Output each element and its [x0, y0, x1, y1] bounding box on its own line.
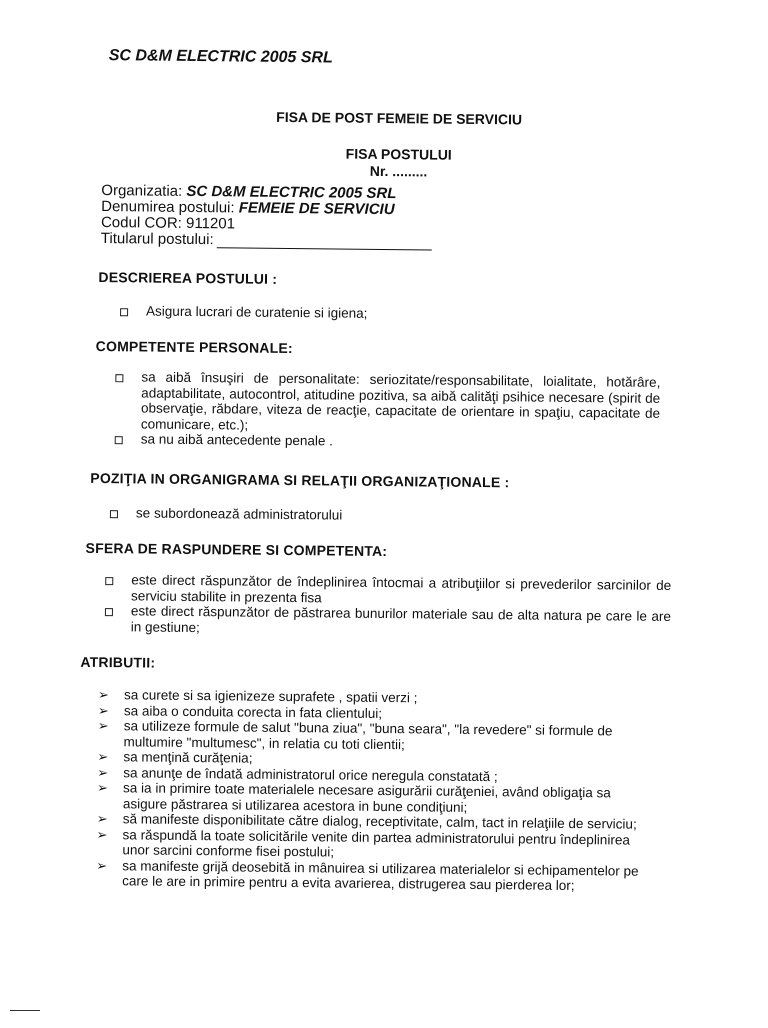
list-item: este direct răspunzător de păstrarea bunurilor materiale sau de alta natura pe care le are in gestiune;	[105, 603, 671, 640]
company-header: SC D&M ELECTRIC 2005 SRL	[108, 47, 333, 67]
list-item: ➢ sa menţină curăţenia;	[97, 749, 253, 766]
arrow-bullet-icon: ➢	[96, 811, 108, 827]
list-item: ➢ sa răspundă la toate solicitările venite din partea administratorului pentru îndeplinirea unor sarcini conforme fisei postului;	[96, 826, 630, 860]
section-heading-competente: COMPETENTE PERSONALE:	[95, 337, 293, 357]
holder-blank-line	[217, 233, 432, 250]
list-item: ➢ sa anunţe de îndată administratorul orice neregula constatată ;	[97, 764, 498, 784]
list-item: Asigura lucrari de curatenie si igiena;	[120, 303, 680, 324]
arrow-bullet-icon: ➢	[96, 826, 108, 842]
list-pozitia	[110, 505, 670, 526]
document-number: Nr. .........	[369, 162, 428, 180]
list-item: ➢ sa utilizeze formule de salut "buna ziua", "buna seara", "la revedere" si formule de multumire "multumesc", in relatia cu toti clientii;	[97, 718, 613, 752]
list-atributii	[96, 687, 658, 894]
list-item: este direct răspunzător de îndeplinirea întocmai a atribuţiilor si prevederilor sarcinilor de serviciu stabilite in prezenta fisa	[105, 572, 671, 609]
arrow-bullet-icon: ➢	[97, 749, 109, 765]
list-item: ➢ sa aiba o conduita corecta in fata clientului;	[97, 702, 383, 721]
holder-label: Titularul postului:	[100, 230, 214, 249]
list-item: sa nu aibă antecedente penale .	[115, 431, 660, 452]
arrow-bullet-icon: ➢	[97, 780, 109, 796]
org-label: Organizatia:	[101, 182, 183, 200]
job-meta	[101, 183, 432, 250]
list-competente	[115, 369, 661, 452]
arrow-bullet-icon: ➢	[97, 702, 109, 718]
post-value: FEMEIE DE SERVICIU	[238, 199, 395, 219]
org-value: SC D&M ELECTRIC 2005 SRL	[186, 182, 397, 203]
list-item: ➢ sa manifeste grijă deosebită in mânuirea si utilizarea materialelor si echipamentelor pe care le are in primire pentru a evita avarierea, distrugerea sau pierderea lor;	[96, 857, 639, 894]
scan-mark	[10, 1010, 40, 1011]
document-title: FISA DE POST FEMEIE DE SERVICIU	[276, 108, 523, 128]
arrow-bullet-icon: ➢	[97, 687, 110, 703]
list-item: ➢ sa curete si sa igienizeze suprafete , spatii verzi ;	[97, 687, 418, 706]
section-heading-atributii: ATRIBUTII:	[80, 653, 156, 671]
cor-code: Codul COR: 911201	[100, 214, 236, 233]
post-label: Denumirea postului:	[101, 198, 235, 217]
list-item: sa aibă însuşiri de personalitate: seriozitate/responsabilitate, loialitate, hotărâre, adaptabilitate, autocontrol, atitudine pozitiva, sa aibă calităţi psihice necesare (spirit de observaţie, răbdare, viteza de reacţie, capacitate de orientare in spaţiu, capacitate de comunicare, etc.);	[115, 369, 661, 437]
arrow-bullet-icon: ➢	[96, 857, 108, 873]
section-heading-sfera: SFERA DE RASPUNDERE SI COMPETENTA:	[85, 539, 388, 560]
section-heading-pozitia: POZIŢIA IN ORGANIGRAMA SI RELAŢII ORGANIZAŢIONALE :	[90, 469, 510, 491]
section-heading-descriere: DESCRIEREA POSTULUI :	[98, 268, 278, 287]
arrow-bullet-icon: ➢	[97, 718, 109, 734]
list-item: ➢ să manifeste disponibilitate către dialog, receptivitate, calm, tact in relaţiile de serviciu;	[96, 811, 637, 832]
list-descriere	[120, 303, 680, 324]
list-item: se subordonează administratorului	[110, 505, 670, 526]
arrow-bullet-icon: ➢	[97, 764, 109, 780]
list-item: ➢ sa ia in primire toate materialele necesare asigurării curăţeniei, având obligaţia sa asigure păstrarea si utilizarea acestora in bune condiţiuni;	[97, 780, 611, 815]
document-subtitle: FISA POSTULUI	[345, 145, 452, 163]
list-sfera	[105, 572, 672, 640]
